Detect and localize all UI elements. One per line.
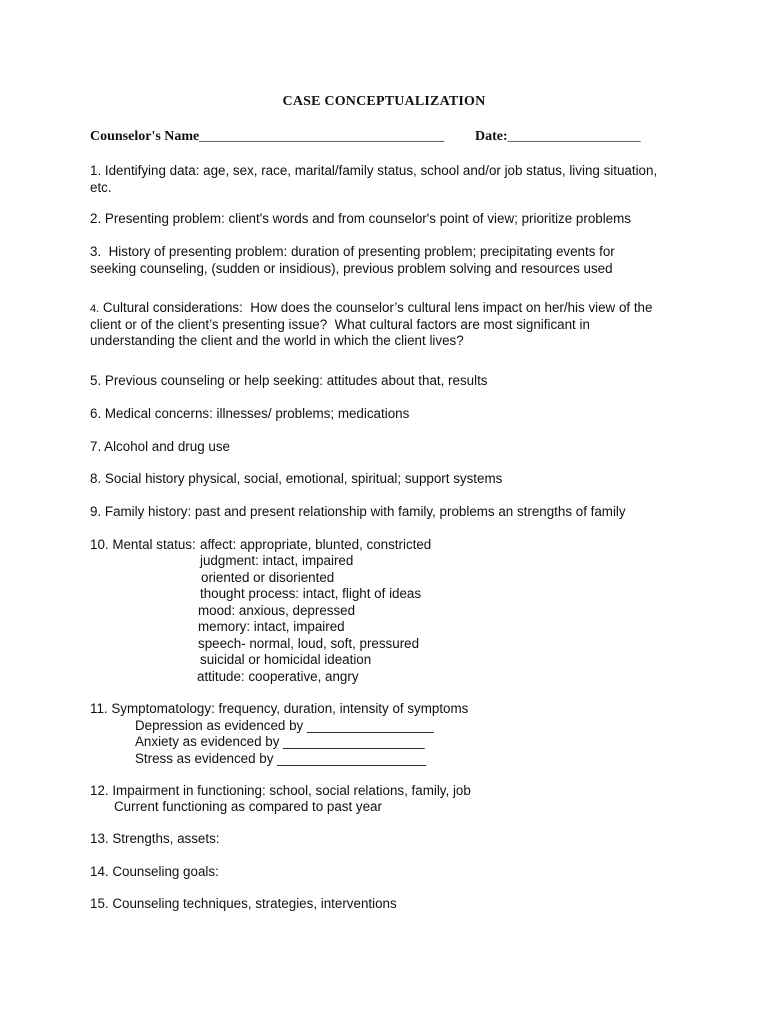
- item-identifying-data-line2: etc.: [90, 179, 112, 195]
- mental-status-suicidal-ideation: suicidal or homicidal ideation: [200, 652, 372, 667]
- item-history-line2: seeking counseling, (sudden or insidious), previous problem solving and resources used: [90, 261, 613, 276]
- mental-status-orientation: oriented or disoriented: [201, 569, 335, 585]
- symptom-depression-field[interactable]: Depression as evidenced by _________________: [135, 717, 434, 733]
- item-family-history: 9. Family history: past and present relationship with family, problems an strengths of family: [90, 504, 626, 519]
- item-cultural-number: 4.: [90, 303, 100, 315]
- symptom-stress-field[interactable]: Stress as evidenced by ____________________: [135, 750, 427, 766]
- date-label: Date:: [475, 129, 508, 144]
- counselor-name-line[interactable]: ___________________________________: [199, 129, 445, 144]
- item-current-functioning: Current functioning as compared to past year: [114, 799, 382, 814]
- item-symptomatology: 11. Symptomatology: frequency, duration, intensity of symptoms: [90, 701, 469, 716]
- mental-status-affect: affect: appropriate, blunted, constricted: [200, 536, 432, 552]
- mental-status-attitude: attitude: cooperative, angry: [197, 668, 359, 684]
- mental-status-speech: speech- normal, loud, soft, pressured: [198, 635, 420, 651]
- item-history-line1: 3. History of presenting problem: duration of presenting problem; precipitating events for: [90, 244, 615, 259]
- item-cultural-line2: client or of the client’s presenting issue? What cultural factors are most significant in: [90, 316, 590, 332]
- counselor-name-field: [90, 129, 444, 145]
- item-social-history: 8. Social history physical, social, emotional, spiritual; support systems: [90, 471, 503, 486]
- page-title: CASE CONCEPTUALIZATION: [282, 94, 486, 109]
- item-counseling-techniques: 15. Counseling techniques, strategies, interventions: [90, 896, 397, 911]
- symptom-anxiety-field[interactable]: Anxiety as evidenced by ___________________: [135, 734, 425, 749]
- item-cultural-line1: [90, 300, 690, 318]
- item-counseling-goals: 14. Counseling goals:: [90, 863, 219, 879]
- mental-status-thought-process: thought process: intact, flight of ideas: [200, 586, 422, 601]
- item-presenting-problem: 2. Presenting problem: client's words and from counselor's point of view; prioritize problems: [90, 211, 631, 226]
- item-previous-counseling: 5. Previous counseling or help seeking: attitudes about that, results: [90, 373, 488, 388]
- mental-status-memory: memory: intact, impaired: [198, 619, 345, 634]
- item-medical-concerns: 6. Medical concerns: illnesses/ problems; medications: [90, 405, 410, 421]
- item-impairment-functioning: 12. Impairment in functioning: school, social relations, family, job: [90, 782, 471, 798]
- item-cultural-text: Cultural considerations: How does the counselor’s cultural lens impact on her/his view of the: [99, 300, 653, 315]
- date-field: [475, 129, 641, 145]
- counselor-name-label: Counselor's Name: [90, 129, 200, 144]
- mental-status-judgment: judgment: intact, impaired: [200, 553, 354, 568]
- item-identifying-data-line1: 1. Identifying data: age, sex, race, marital/family status, school and/or job status, living situation,: [90, 163, 658, 178]
- item-mental-status-label: 10. Mental status:: [90, 536, 196, 552]
- mental-status-mood: mood: anxious, depressed: [198, 602, 356, 618]
- date-line[interactable]: ___________________: [507, 129, 641, 144]
- item-strengths-assets: 13. Strengths, assets:: [90, 831, 220, 846]
- item-cultural-line3: understanding the client and the world in which the client lives?: [90, 333, 464, 348]
- item-alcohol-drug: 7. Alcohol and drug use: [90, 438, 230, 454]
